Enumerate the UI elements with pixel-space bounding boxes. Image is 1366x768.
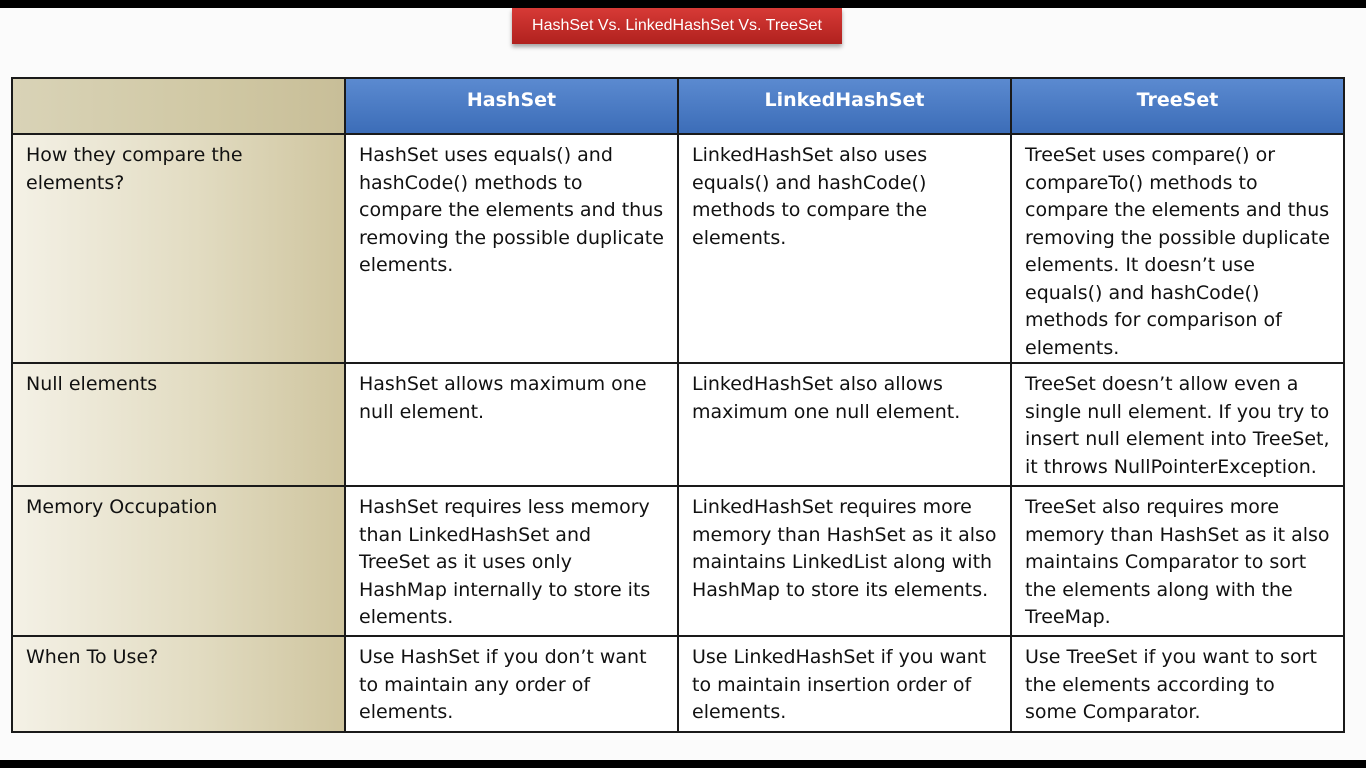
cell-linkedhashset-usage: Use LinkedHashSet if you want to maintain insertion order of elements.: [678, 636, 1011, 732]
page-title: HashSet Vs. LinkedHashSet Vs. TreeSet: [512, 8, 842, 44]
row-label-usage: When To Use?: [12, 636, 345, 732]
cell-linkedhashset-compare: LinkedHashSet also uses equals() and hashCode() methods to compare the elements.: [678, 134, 1011, 363]
header-hashset: HashSet: [345, 78, 678, 134]
header-linkedhashset: LinkedHashSet: [678, 78, 1011, 134]
cell-hashset-usage: Use HashSet if you don’t want to maintain any order of elements.: [345, 636, 678, 732]
cell-linkedhashset-null: LinkedHashSet also allows maximum one null element.: [678, 363, 1011, 486]
top-frame-bar: [0, 0, 1366, 8]
header-row: [12, 78, 1344, 134]
cell-treeset-usage: Use TreeSet if you want to sort the elements according to some Comparator.: [1011, 636, 1344, 732]
cell-hashset-null: HashSet allows maximum one null element.: [345, 363, 678, 486]
cell-hashset-compare: HashSet uses equals() and hashCode() methods to compare the elements and thus removing the possible duplicate elements.: [345, 134, 678, 363]
row-label-compare: How they compare the elements?: [12, 134, 345, 363]
table-row-usage: [12, 636, 1344, 732]
bottom-frame-bar: [0, 760, 1366, 768]
header-treeset: TreeSet: [1011, 78, 1344, 134]
row-label-null: Null elements: [12, 363, 345, 486]
row-label-memory: Memory Occupation: [12, 486, 345, 636]
table-row-memory: [12, 486, 1344, 636]
cell-treeset-memory: TreeSet also requires more memory than HashSet as it also maintains Comparator to sort the elements along with the TreeMap.: [1011, 486, 1344, 636]
cell-hashset-memory: HashSet requires less memory than LinkedHashSet and TreeSet as it uses only HashMap internally to store its elements.: [345, 486, 678, 636]
cell-treeset-null: TreeSet doesn’t allow even a single null element. If you try to insert null element into TreeSet, it throws NullPointerException.: [1011, 363, 1344, 486]
header-corner-cell: [12, 78, 345, 134]
table-row-compare: [12, 134, 1344, 363]
table-row-null: [12, 363, 1344, 486]
cell-treeset-compare: TreeSet uses compare() or compareTo() methods to compare the elements and thus removing the possible duplicate elements. It doesn’t use equals() and hashCode() methods for comparison of elements.: [1011, 134, 1344, 363]
comparison-table: [11, 77, 1345, 733]
cell-linkedhashset-memory: LinkedHashSet requires more memory than HashSet as it also maintains LinkedList along with HashMap to store its elements.: [678, 486, 1011, 636]
